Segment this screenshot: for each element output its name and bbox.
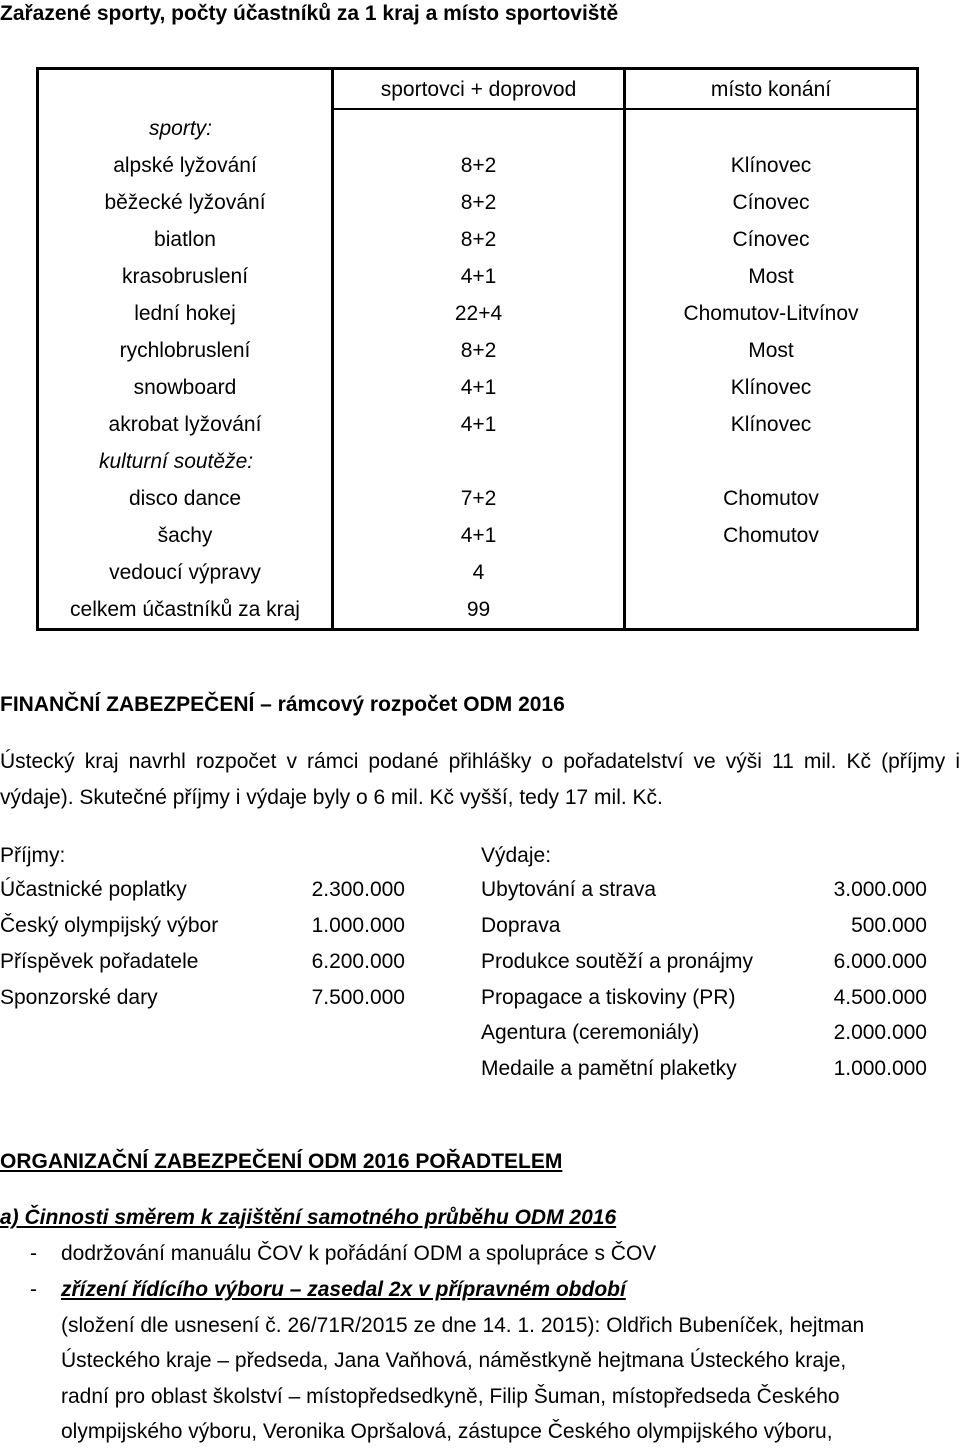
sport-count: 4+1 [333,369,625,406]
total-count: 99 [333,591,625,630]
table-row [38,184,918,221]
expense-label: Ubytování a strava [481,878,657,901]
table-row [38,295,918,332]
expense-label: Doprava [481,914,561,937]
culture-count: 4+1 [333,517,625,554]
column-header-venue: místo konání [625,69,918,110]
organization-subheading: a) Činnosti směrem k zajištění samotného průběhu ODM 2016 [0,1206,617,1229]
section-row-sports [38,109,918,147]
body-line: (složení dle usnesení č. 26/71R/2015 ze dne 14. 1. 2015): Oldřich Bubeníček, hejtman [61,1314,865,1337]
body-line: radní pro oblast školství – místopředsedkyně, Filip Šuman, místopředseda Českého [61,1385,840,1408]
table-row [38,554,918,591]
sport-name: krasobruslení [38,258,333,295]
income-label: Účastnické poplatky [0,878,187,901]
expense-value: 4.500.000 [833,986,927,1009]
sport-name: běžecké lyžování [38,184,333,221]
sport-name: akrobat lyžování [38,406,333,443]
table-cell [625,591,918,630]
bullet-mark: - [30,1242,37,1265]
bullet-text: dodržování manuálu ČOV k pořádání ODM a spolupráce s ČOV [61,1242,657,1265]
bullet-mark: - [30,1278,37,1301]
sport-venue: Cínovec [625,184,918,221]
expense-value: 500.000 [851,914,927,937]
income-value: 1.000.000 [311,914,405,937]
table-row [38,221,918,258]
finance-heading: FINANČNÍ ZABEZPEČENÍ – rámcový rozpočet ODM 2016 [0,693,565,716]
sport-venue: Most [625,258,918,295]
culture-venue: Chomutov [625,480,918,517]
section-label-culture: kulturní soutěže: [38,443,333,480]
column-header-participants: sportovci + doprovod [333,69,625,110]
income-label: Sponzorské dary [0,986,158,1009]
income-title: Příjmy: [0,844,66,867]
expense-title: Výdaje: [481,844,552,867]
income-value: 7.500.000 [311,986,405,1009]
culture-count: 7+2 [333,480,625,517]
sport-name: biatlon [38,221,333,258]
body-line: Ústeckého kraje – předseda, Jana Vaňhová, náměstkyně hejtmana Ústeckého kraje, [61,1349,847,1372]
income-value: 6.200.000 [311,950,405,973]
sport-count: 4+1 [333,258,625,295]
table-cell [625,554,918,591]
expense-value: 6.000.000 [833,950,927,973]
sport-count: 8+2 [333,147,625,184]
table-row [38,147,918,184]
table-cell [333,443,625,480]
table-row [38,369,918,406]
sports-table [36,67,919,631]
sport-name: alpské lyžování [38,147,333,184]
sport-venue: Chomutov-Litvínov [625,295,918,332]
leader-count: 4 [333,554,625,591]
expense-value: 2.000.000 [833,1021,927,1044]
body-line: olympijského výboru, Veronika Opršalová, zástupce Českého olympijského výboru, [61,1420,833,1443]
organization-heading: ORGANIZAČNÍ ZABEZPEČENÍ ODM 2016 POŘADTELEM [0,1150,563,1173]
income-value: 2.300.000 [311,878,405,901]
sport-name: snowboard [38,369,333,406]
expense-label: Propagace a tiskoviny (PR) [481,986,736,1009]
leader-label: vedoucí výpravy [38,554,333,591]
table-row [38,406,918,443]
sport-venue: Most [625,332,918,369]
income-label: Příspěvek pořadatele [0,950,199,973]
finance-paragraph: Ústecký kraj navrhl rozpočet v rámci podané přihlášky o pořadatelství ve výši 11 mil. Kč (příjmy i výdaje). Skutečné příjmy i výdaje byly o 6 mil. Kč vyšší, tedy 17 mil. Kč. [0,750,960,809]
table-row-total [38,591,918,630]
expense-label: Produkce soutěží a pronájmy [481,950,753,973]
expense-label: Medaile a pamětní plaketky [481,1057,737,1080]
table-row [38,258,918,295]
sport-count: 8+2 [333,221,625,258]
bullet-text-highlight: zřízení řídícího výboru – zasedal 2x v přípravném období [61,1278,626,1301]
sport-venue: Klínovec [625,147,918,184]
sport-count: 8+2 [333,332,625,369]
table-cell [625,109,918,147]
table-header-row [38,69,918,110]
culture-name: disco dance [38,480,333,517]
page-title: Zařazené sporty, počty účastníků za 1 kraj a místo sportoviště [0,2,619,25]
sport-count: 4+1 [333,406,625,443]
culture-name: šachy [38,517,333,554]
culture-venue: Chomutov [625,517,918,554]
table-row [38,332,918,369]
section-label-sports: sporty: [38,109,333,147]
sport-count: 22+4 [333,295,625,332]
sport-name: rychlobruslení [38,332,333,369]
sport-name: lední hokej [38,295,333,332]
table-row [38,517,918,554]
table-row [38,480,918,517]
sport-venue: Cínovec [625,221,918,258]
sport-count: 8+2 [333,184,625,221]
total-label: celkem účastníků za kraj [38,591,333,630]
income-label: Český olympijský výbor [0,914,219,937]
table-cell [333,109,625,147]
section-row-culture [38,443,918,480]
sport-venue: Klínovec [625,406,918,443]
table-cell [625,443,918,480]
expense-label: Agentura (ceremoniály) [481,1021,700,1044]
expense-value: 1.000.000 [833,1057,927,1080]
table-header-empty [38,69,333,110]
sport-venue: Klínovec [625,369,918,406]
expense-value: 3.000.000 [833,878,927,901]
